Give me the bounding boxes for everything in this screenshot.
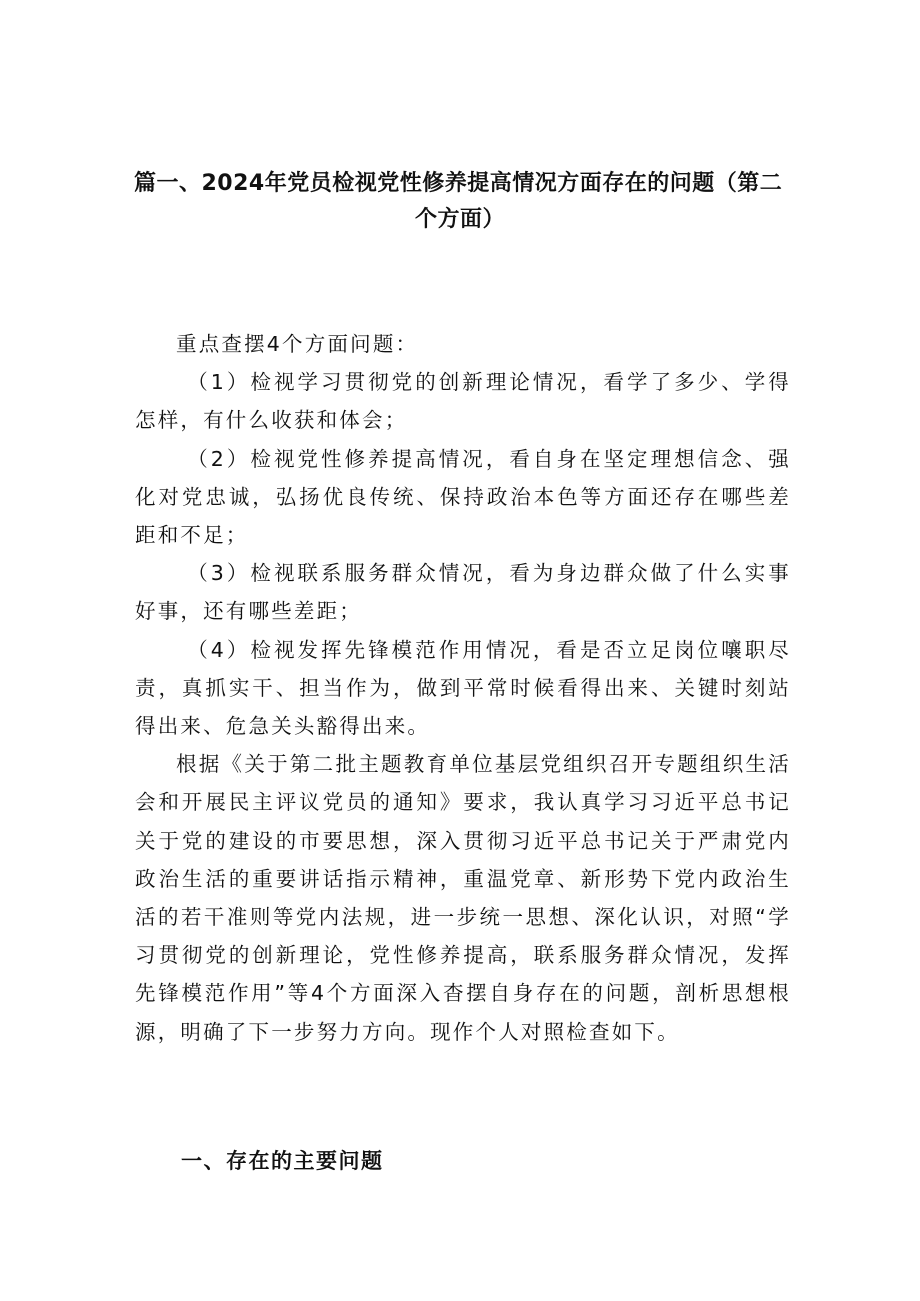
document-body: [135, 325, 791, 1051]
item-paragraph-2: （2）检视党性修养提高情况，看自身在坚定理想信念、强化对党忠诚，弘扬优良传统、保持政治本色等方面还存在哪些差距和不足；: [135, 446, 791, 548]
document-title-line-2: 个方面）: [414, 207, 505, 232]
document-title-line-1: 篇一、2024年党员检视党性修养提高情况方面存在的问题（第二: [134, 171, 783, 196]
intro-paragraph: 重点查摆4个方面问题：: [176, 332, 419, 356]
item-paragraph-1: （1）检视学习贯彻党的创新理论情况，看学了多少、学得怎样，有什么收获和体会；: [135, 370, 791, 433]
item-paragraph-4: （4）检视发挥先锋模范作用情况，看是否立足岗位嚷职尽责，真抓实干、担当作为，做到平常时候看得出来、关键时刻站得出来、危急关头豁得出来。: [135, 637, 791, 739]
section-heading: 一、存在的主要问题: [181, 1149, 384, 1173]
item-paragraph-3: （3）检视联系服务群众情况，看为身边群众做了什么实事好事，还有哪些差距；: [135, 561, 791, 624]
main-paragraph: 根据《关于第二批主题教育单位基层党组织召开专题组织生活会和开展民主评议党员的通知》要求，我认真学习习近平总书记关于党的建设的市要思想，深入贯彻习近平总书记关于严肃党内政治生活的重要讲话指示精神，重温党章、新形势下党内政治生活的若干准则等党内法规，进一步统一思想、深化认识，对照“学习贯彻党的创新理论，党性修养提高，联系服务群众情况，发挥先锋模范作用”等4个方面深入杳摆自身存在的问题，剖析思想根源，明确了下一步努力方向。现作个人对照检查如下。: [135, 752, 791, 1044]
